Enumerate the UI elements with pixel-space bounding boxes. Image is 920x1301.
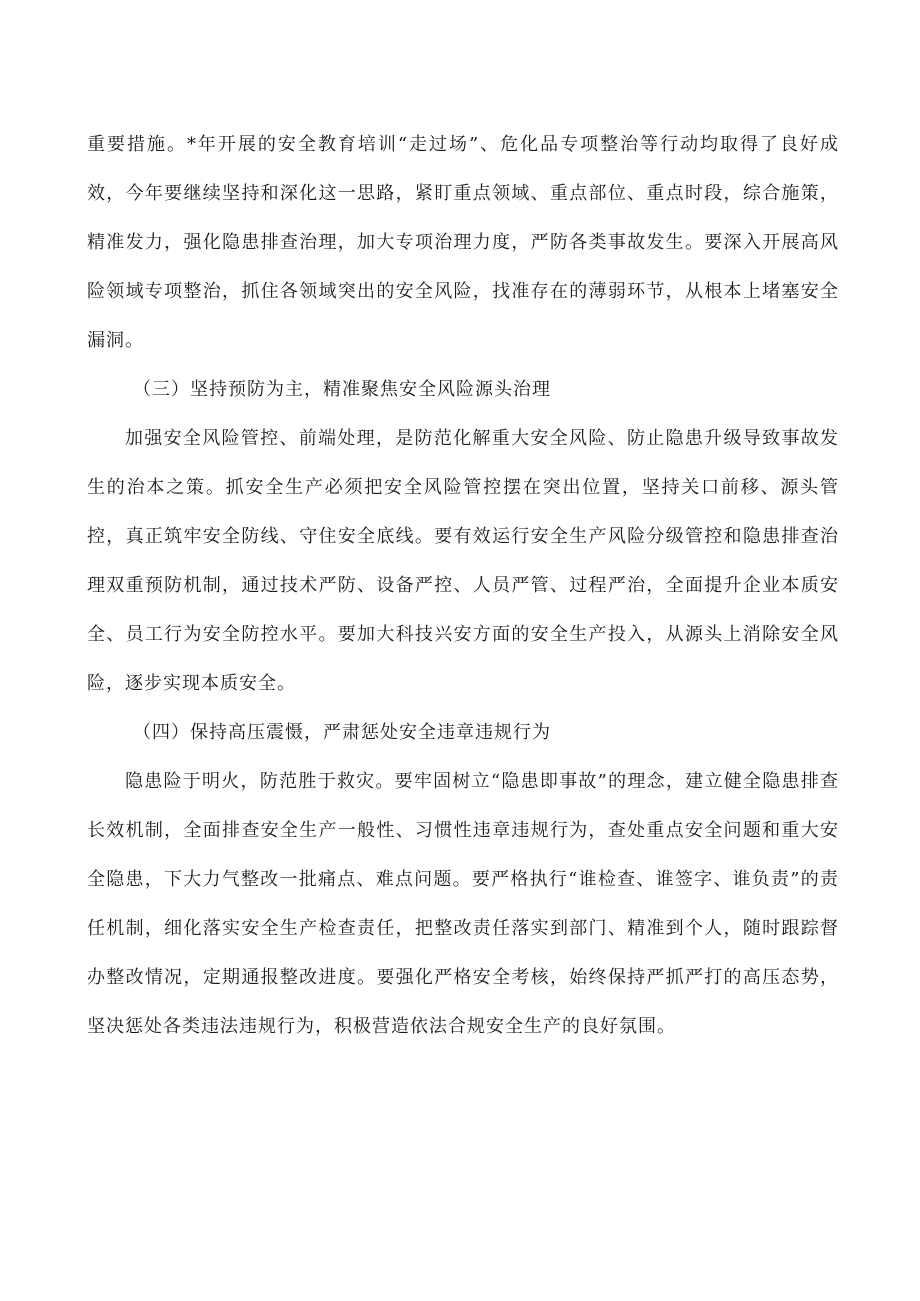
body-paragraph-1: 重要措施。*年开展的安全教育培训“走过场”、危化品专项整治等行动均取得了良好成效，今年要继续坚持和深化这一思路，紧盯重点领域、重点部位、重点时段，综合施策，精准发力，强化隐患排查治理，加大专项治理力度，严防各类事故发生。要深入开展高风险领域专项整治，抓住各领域突出的安全风险，找准存在的薄弱环节，从根本上堵塞安全漏洞。 <box>87 134 839 351</box>
body-paragraph-2: 加强安全风险管控、前端处理，是防范化解重大安全风险、防止隐患升级导致事故发生的治本之策。抓安全生产必须把安全风险管控摆在突出位置，坚持关口前移、源头管控，真正筑牢安全防线、守住安全底线。要有效运行安全生产风险分级管控和隐患排查治理双重预防机制，通过技术严防、设备严控、人员严管、过程严治，全面提升企业本质安全、员工行为安全防控水平。要加大科技兴安方面的安全生产投入，从源头上消除安全风险，逐步实现本质安全。 <box>87 428 839 694</box>
document-body <box>87 120 839 1051</box>
section-heading-4: （四）保持高压震慑，严肃惩处安全违章违规行为 <box>133 722 551 743</box>
body-paragraph-3: 隐患险于明火，防范胜于救灾。要牢固树立“隐患即事故”的理念，建立健全隐患排查长效机制，全面排查安全生产一般性、习惯性违章违规行为，查处重点安全问题和重大安全隐患，下大力气整改一批痛点、难点问题。要严格执行“谁检查、谁签字、谁负责”的责任机制，细化落实安全生产检查责任，把整改责任落实到部门、精准到个人，随时跟踪督办整改情况，定期通报整改进度。要强化严格安全考核，始终保持严抓严打的高压态势，坚决惩处各类违法违规行为，积极营造依法合规安全生产的良好氛围。 <box>87 771 839 1037</box>
section-heading-3: （三）坚持预防为主，精准聚焦安全风险源头治理 <box>133 379 551 400</box>
